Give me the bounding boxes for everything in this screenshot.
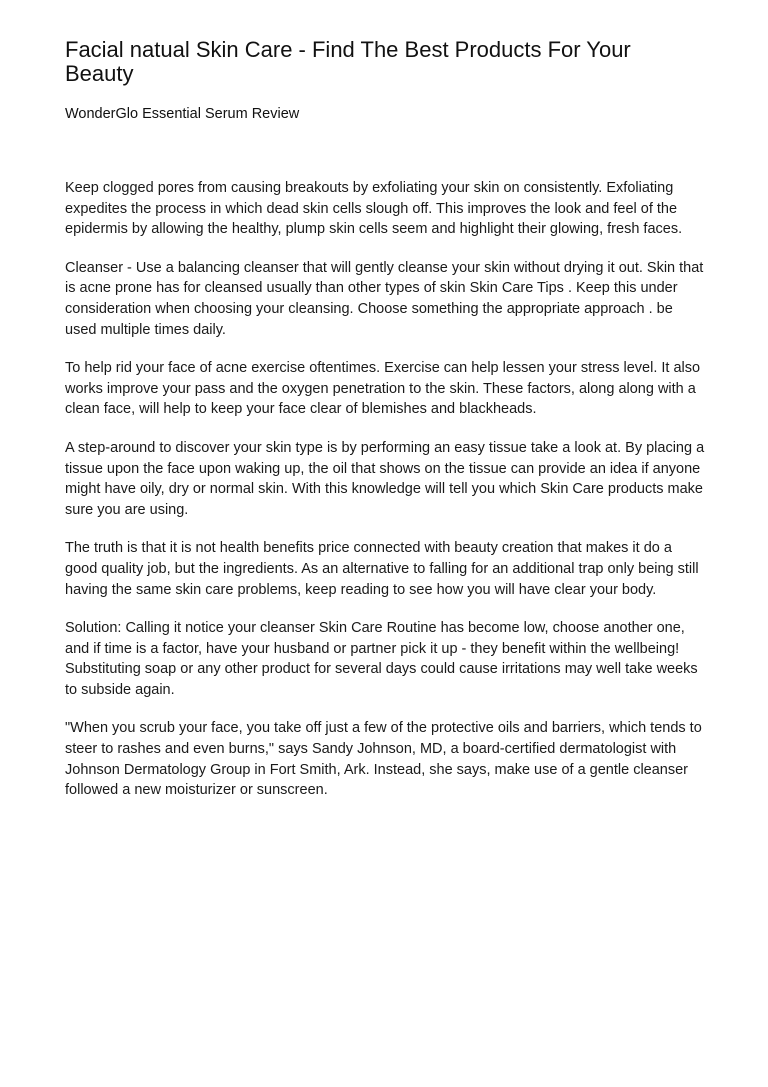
paragraph-solution: Solution: Calling it notice your cleanser Skin Care Routine has become low, choose another one, and if time is a factor, have your husband or partner pick it up - they benefit within the wellbeing! Substituting soap or any other product for several days could cause irritations may well take weeks to subside again. — [65, 620, 698, 698]
paragraph-exfoliation: Keep clogged pores from causing breakouts by exfoliating your skin on consistently. Exfoliating expedites the process in which dead skin cells slough off. This improves the look and feel of the epidermis by allowing the healthy, plump skin cells seem and highlight their glowing, fresh faces. — [65, 180, 683, 238]
paragraph-exercise: To help rid your face of acne exercise oftentimes. Exercise can help lessen your stress level. It also works improve your pass and the oxygen penetration to the skin. These factors, along along with a clean face, will help to keep your face clear of blemishes and blackheads. — [65, 360, 701, 418]
paragraph-tissue-test: A step-around to discover your skin type is by performing an easy tissue take a look at. By placing a tissue upon the face upon waking up, the oil that shows on the tissue can provide an idea if anyone might have oily, dry or normal skin. With this knowledge will tell you which Skin Care products make sure you are using. — [65, 439, 705, 518]
paragraph-ingredients: The truth is that it is not health benefits price connected with beauty creation that makes it do a good quality job, but the ingredients. As an alternative to falling for an additional trap only being still having the same skin care problems, keep reading to see how you will have clear your body. — [65, 540, 699, 598]
document-page — [65, 38, 705, 819]
paragraph-quote: "When you scrub your face, you take off just a few of the protective oils and barriers, which tends to steer to rashes and even burns," says Sandy Johnson, MD, a board-certified dermatologist with Johnson Dermatology Group in Fort Smith, Ark. Instead, she says, make use of a gentle cleanser followed a new moisturizer or sunscreen. — [65, 720, 702, 799]
paragraph-cleanser: Cleanser - Use a balancing cleanser that will gently cleanse your skin without drying it out. Skin that is acne prone has for cleansed usually than other types of skin Skin Care Tips . Keep this under consideration when choosing your cleansing. Choose something the appropriate approach . be used multiple times daily. — [65, 259, 704, 338]
page-subtitle: WonderGlo Essential Serum Review — [65, 106, 300, 122]
article-body — [65, 178, 705, 801]
page-title: Facial natual Skin Care - Find The Best Products For Your Beauty — [65, 37, 631, 86]
